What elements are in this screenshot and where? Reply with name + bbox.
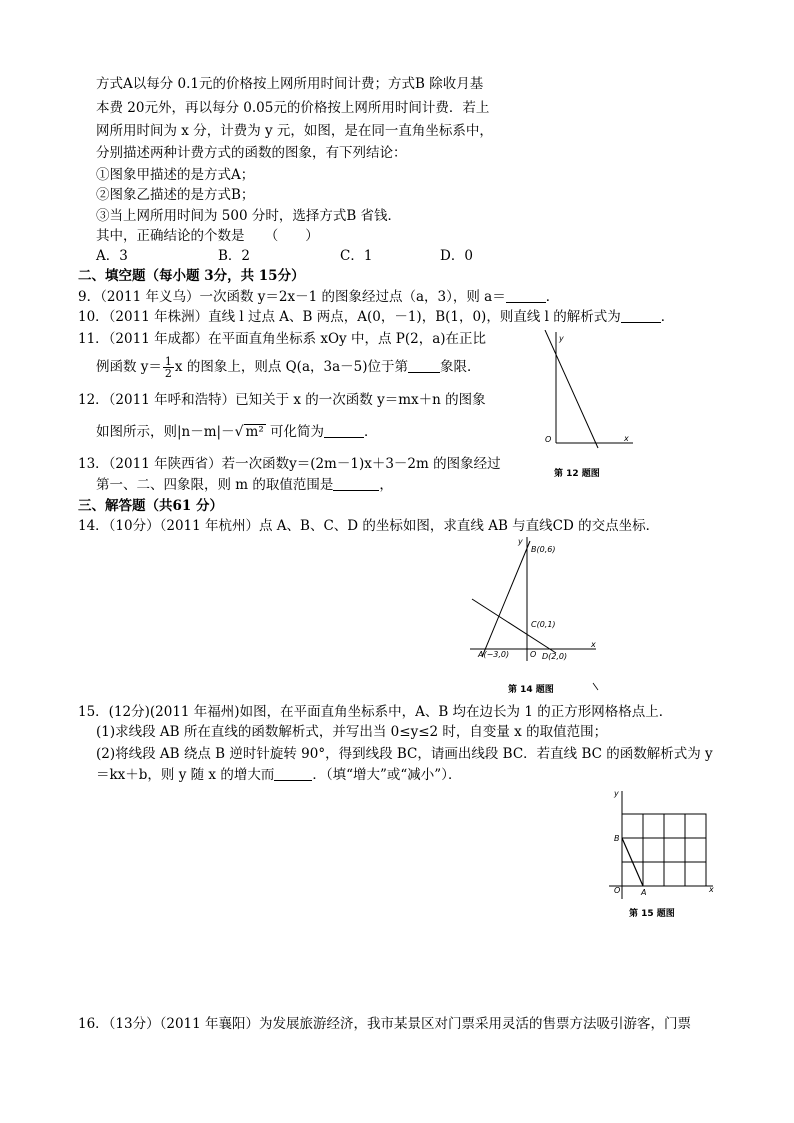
q11-fraction <box>163 356 174 379</box>
origin-label: O <box>614 886 621 895</box>
question-16: 16．（13分）（2011 年襄阳）为发展旅游经济，我市某景区对门票采用灵活的售票方法吸引游客，门票 <box>78 1016 692 1032</box>
origin-label: O <box>530 650 537 659</box>
point-b-label: B(0,6) <box>531 545 556 554</box>
square-grid <box>622 814 706 886</box>
q15-line-4-text: ＝kx＋b，则 y 随 x 的增大而 <box>96 767 275 783</box>
section-fill-in-heading: 二、填空题（每小题 3分，共 15分） <box>78 268 305 284</box>
question-9 <box>78 288 559 306</box>
y-axis-label: y <box>559 334 564 343</box>
q15-answer-blank[interactable] <box>274 766 312 781</box>
fraction-denominator: 2 <box>164 367 172 380</box>
q9-end: ． <box>545 289 560 305</box>
figure-12 <box>528 330 638 480</box>
q8-line-1: 方式A以每分 0.1元的价格按上网所用时间计费；方式B 除收月基 <box>96 76 484 92</box>
radical-sign: √ <box>234 424 244 440</box>
point-a-label: A(−3,0) <box>478 650 510 659</box>
q8-conclusion-1: ①图象甲描述的是方式A； <box>96 167 255 183</box>
figure-14 <box>462 533 612 695</box>
option-b: B．2 <box>218 248 251 264</box>
x-axis-label: x <box>709 885 714 894</box>
q9-answer-blank[interactable] <box>506 288 546 303</box>
figure-12-caption: 第 12 题图 <box>554 469 600 479</box>
question-15-line-4 <box>96 766 461 784</box>
q11-post: x 的图象上，则点 Q(a，3a－5)位于第 <box>174 359 408 375</box>
q10-end: ． <box>660 309 675 325</box>
figure-12-graph <box>528 330 638 480</box>
question-11-line-2 <box>96 356 481 379</box>
q12-answer-blank[interactable] <box>324 423 364 438</box>
y-axis-label: y <box>614 789 619 798</box>
question-14: 14．（10分）（2011 年杭州）点 A、B、C、D 的坐标如图，求直线 AB 与直线CD 的交点坐标． <box>78 518 660 534</box>
q13-line-2-text: 第一、二、四象限，则 m 的取值范围是 <box>96 477 334 493</box>
fraction-numerator: 1 <box>164 355 172 368</box>
q12-end: ． <box>364 424 378 440</box>
q12-pre: 如图所示，则 <box>96 424 177 440</box>
q8-question: 其中，正确结论的个数是 （ ） <box>96 228 319 244</box>
q12-abs: |n－m|－ <box>177 424 235 440</box>
question-15-line-2: (1)求线段 AB 所在直线的函数解析式，并写出当 0≤y≤2 时，自变量 x 的取值范围； <box>96 724 608 740</box>
figure-15-caption: 第 15 题图 <box>629 909 675 919</box>
origin-label: O <box>545 435 552 444</box>
q13-answer-blank[interactable] <box>333 476 379 491</box>
q8-line-4: 分别描述两种计费方式的函数的图象，有下列结论： <box>96 145 407 161</box>
function-line <box>545 330 598 448</box>
q13-end: ， <box>379 477 393 493</box>
x-axis-label: x <box>624 434 629 443</box>
point-b-label: B <box>614 834 620 843</box>
question-15-line-1: 15．(12分)(2011 年福州)如图，在平面直角坐标系中，A、B 均在边长为 1 的正方形网格格点上． <box>78 704 673 720</box>
scan-mark <box>593 683 598 690</box>
option-c: C．1 <box>340 248 373 264</box>
section-solve-heading: 三、解答题（共61 分） <box>78 498 223 514</box>
q11-pre: 例函数 y＝ <box>96 359 162 375</box>
question-12-line-1: 12．（2011 年呼和浩特）已知关于 x 的一次函数 y＝mx＋n 的图象 <box>78 392 486 408</box>
q11-answer-blank[interactable] <box>408 358 440 373</box>
option-a: A．3 <box>96 248 128 264</box>
option-d: D．0 <box>440 248 473 264</box>
point-c-label: C(0,1) <box>531 620 556 629</box>
question-13-line-1: 13．（2011 年陕西省）若一次函数y＝(2m－1)x＋3－2m 的图象经过 <box>78 456 501 472</box>
q10-answer-blank[interactable] <box>621 308 661 323</box>
question-11-line-1: 11．（2011 年成都）在平面直角坐标系 xOy 中，点 P(2，a)在正比 <box>78 331 487 347</box>
figure-14-graph <box>462 533 612 695</box>
y-axis-label: y <box>518 537 523 546</box>
question-12-line-2 <box>96 423 378 441</box>
q8-conclusion-2: ②图象乙描述的是方式B； <box>96 187 255 203</box>
q9-text: 9．（2011 年义乌）一次函数 y＝2x－1 的图象经过点（a，3），则 a＝ <box>78 289 506 305</box>
q8-conclusion-3: ③当上网所用时间为 500 分时，选择方式B 省钱． <box>96 208 402 224</box>
q12-post: 可化简为 <box>265 424 325 440</box>
q12-sqrt: m² <box>245 424 264 440</box>
q8-line-2: 本费 20元外，再以每分 0.05元的价格按上网所用时间计费．若上 <box>96 100 490 116</box>
x-axis-label: x <box>591 640 596 649</box>
point-d-label: D(2,0) <box>542 652 568 661</box>
q11-end: 象限． <box>440 359 481 375</box>
line-ab <box>482 541 530 657</box>
q15-line-4-end: ．（填“增大”或“减小”）． <box>312 767 462 783</box>
q10-text: 10．（2011 年株洲）直线 l 过点 A、B 两点，A(0，－1)，B(1，0)，则直线 l 的解析式为 <box>78 309 621 325</box>
q8-line-3: 网所用时间为 x 分，计费为 y 元，如图，是在同一直角坐标系中， <box>96 123 493 139</box>
figure-15-graph <box>605 787 720 922</box>
question-13-line-2 <box>96 476 393 494</box>
question-10 <box>78 308 674 326</box>
figure-15 <box>605 787 720 922</box>
question-15-line-3: (2)将线段 AB 绕点 B 逆时针旋转 90°，得到线段 BC，请画出线段 BC．若直线 BC 的函数解析式为 y <box>96 746 713 762</box>
point-a-label: A <box>641 888 647 897</box>
figure-14-caption: 第 14 题图 <box>508 685 554 695</box>
